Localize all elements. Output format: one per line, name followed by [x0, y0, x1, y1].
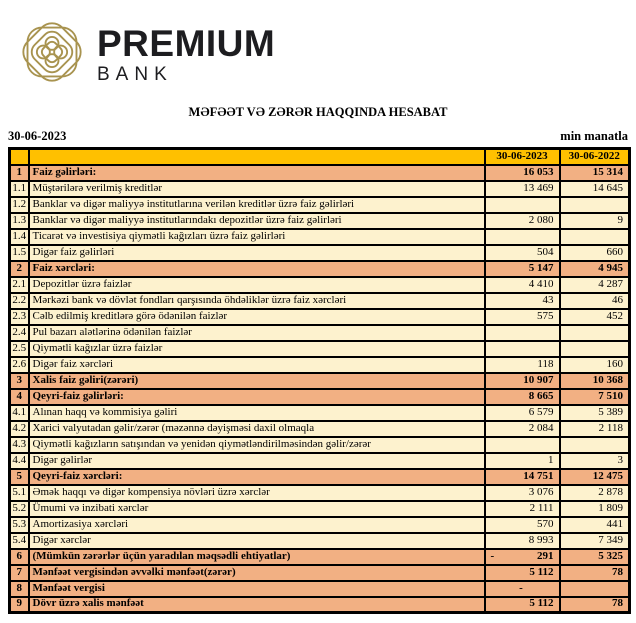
value-2023: 16 053: [485, 165, 560, 181]
value-2022: 2 118: [560, 421, 630, 437]
row-number: 4.3: [10, 437, 29, 453]
row-label: Pul bazarı alətlərinə ödənilən faizlər: [29, 325, 485, 341]
row-number: 5.1: [10, 485, 29, 501]
value-2023: 5 147: [485, 261, 560, 277]
ornamental-knot-icon: [16, 16, 88, 93]
value-2022: [560, 197, 630, 213]
row-number: 2.4: [10, 325, 29, 341]
value-2022: 7 510: [560, 389, 630, 405]
row-number: 4.2: [10, 421, 29, 437]
row-number: 1.4: [10, 229, 29, 245]
row-number: 6: [10, 549, 29, 565]
row-label: Qiymətli kağızlar üzrə faizlər: [29, 341, 485, 357]
value-2022: [560, 341, 630, 357]
value-2022: [560, 325, 630, 341]
value-2023: 118: [485, 357, 560, 373]
table-row: [10, 581, 630, 597]
table-row: [10, 325, 630, 341]
value-2023: 2 080: [485, 213, 560, 229]
value-2022: 10 368: [560, 373, 630, 389]
value-2022: 7 349: [560, 533, 630, 549]
row-label: Digər gəlirlər: [29, 453, 485, 469]
table-row: [10, 213, 630, 229]
value-2023: 8 993: [485, 533, 560, 549]
bank-logo: [16, 16, 275, 93]
header-col-2022: 30-06-2022: [560, 149, 630, 165]
row-label: Müştərilərə verilmiş kreditlər: [29, 181, 485, 197]
table-row: [10, 565, 630, 581]
row-label: Amortizasiya xərcləri: [29, 517, 485, 533]
row-label: Qiymətli kağızların satışından və yenidən qiymətləndirilməsindən gəlir/zərər: [29, 437, 485, 453]
row-number: 1: [10, 165, 29, 181]
value-2023: 2 111: [485, 501, 560, 517]
row-label: Əmək haqqı və digər kompensiya növləri üzrə xərclər: [29, 485, 485, 501]
value-2022: 2 878: [560, 485, 630, 501]
row-number: 2.5: [10, 341, 29, 357]
row-number: 9: [10, 597, 29, 613]
row-number: 8: [10, 581, 29, 597]
value-2023: 10 907: [485, 373, 560, 389]
table-row: [10, 405, 630, 421]
row-label: Depozitlər üzrə faizlər: [29, 277, 485, 293]
row-number: 5.4: [10, 533, 29, 549]
row-number: 5.3: [10, 517, 29, 533]
page-title: MƏFƏƏT VƏ ZƏRƏR HAQQINDA HESABAT: [188, 105, 448, 119]
row-label: Qeyri-faiz xərcləri:: [29, 469, 485, 485]
value-2023: [485, 197, 560, 213]
row-label: Faiz xərcləri:: [29, 261, 485, 277]
table-row: [10, 373, 630, 389]
row-number: 2.2: [10, 293, 29, 309]
table-row: [10, 421, 630, 437]
table-row: [10, 245, 630, 261]
value-2022: 78: [560, 565, 630, 581]
table-row: [10, 533, 630, 549]
value-2022: 12 475: [560, 469, 630, 485]
header-empty-label: [29, 149, 485, 165]
table-row: [10, 165, 630, 181]
unit-label: min manatla: [560, 129, 628, 143]
value-2023: [485, 325, 560, 341]
table-row: [10, 437, 630, 453]
row-number: 1.5: [10, 245, 29, 261]
header-col-2023: 30-06-2023: [485, 149, 560, 165]
table-row: [10, 229, 630, 245]
value-2023: 3 076: [485, 485, 560, 501]
table-row: [10, 341, 630, 357]
row-label: Banklar və digər maliyyə institutlarındakı depozitlər üzrə faiz gəlirləri: [29, 213, 485, 229]
value-2022: 46: [560, 293, 630, 309]
row-label: Xalis faiz gəliri(zərəri): [29, 373, 485, 389]
row-number: 3: [10, 373, 29, 389]
row-number: 4.1: [10, 405, 29, 421]
value-2022: 1 809: [560, 501, 630, 517]
value-2022: 160: [560, 357, 630, 373]
logo-sub-text: BANK: [97, 64, 173, 85]
row-label: Mənfəət vergisindən əvvəlki mənfəət(zərər): [29, 565, 485, 581]
value-2022: 660: [560, 245, 630, 261]
row-number: 5: [10, 469, 29, 485]
value-2022: 15 314: [560, 165, 630, 181]
value-2022: 452: [560, 309, 630, 325]
row-number: 2.3: [10, 309, 29, 325]
header-empty-no: [10, 149, 29, 165]
row-number: 2.1: [10, 277, 29, 293]
row-label: Alınan haqq və kommisiya gəliri: [29, 405, 485, 421]
value-2023: 5 112: [485, 597, 560, 613]
value-2022: 9: [560, 213, 630, 229]
row-number: 1.1: [10, 181, 29, 197]
table-row: [10, 277, 630, 293]
value-2023: [485, 437, 560, 453]
value-2022: 78: [560, 597, 630, 613]
profit-loss-table: [8, 147, 631, 614]
value-2023: 6 579: [485, 405, 560, 421]
table-row: [10, 517, 630, 533]
value-2022: 5 389: [560, 405, 630, 421]
value-2022: [560, 581, 630, 597]
value-2023: -: [485, 581, 560, 597]
table-row: [10, 453, 630, 469]
value-2023: 43: [485, 293, 560, 309]
value-2023: 5 112: [485, 565, 560, 581]
row-label: Ümumi və inzibati xərclər: [29, 501, 485, 517]
row-label: Mərkəzi bank və dövlət fondları qarşısında öhdəliklər üzrə faiz xərcləri: [29, 293, 485, 309]
row-number: 5.2: [10, 501, 29, 517]
row-label: Qeyri-faiz gəlirləri:: [29, 389, 485, 405]
row-label: (Mümkün zərərlər üçün yaradılan məqsədli ehtiyatlar): [29, 549, 485, 565]
row-number: 2: [10, 261, 29, 277]
value-2022: [560, 437, 630, 453]
row-number: 4.4: [10, 453, 29, 469]
table-row: [10, 485, 630, 501]
row-label: Digər faiz gəlirləri: [29, 245, 485, 261]
value-2023: 2 084: [485, 421, 560, 437]
table-row: [10, 197, 630, 213]
value-2023: 4 410: [485, 277, 560, 293]
table-row: [10, 389, 630, 405]
row-label: Xarici valyutadan gəlir/zərər (məzənnə dəyişməsi daxil olmaqla: [29, 421, 485, 437]
row-label: Dövr üzrə xalis mənfəət: [29, 597, 485, 613]
value-2022: [560, 229, 630, 245]
row-label: Faiz gəlirləri:: [29, 165, 485, 181]
row-number: 7: [10, 565, 29, 581]
value-2022: 5 325: [560, 549, 630, 565]
value-2023: 504: [485, 245, 560, 261]
value-2023: - 291: [485, 549, 560, 565]
row-number: 4: [10, 389, 29, 405]
table-row: [10, 357, 630, 373]
report-date: 30-06-2023: [8, 129, 67, 143]
table-row: [10, 261, 630, 277]
table-row: [10, 597, 630, 613]
value-2022: 4 287: [560, 277, 630, 293]
value-2022: 3: [560, 453, 630, 469]
column-header-row: [10, 149, 630, 165]
value-2023: 13 469: [485, 181, 560, 197]
value-2023: 14 751: [485, 469, 560, 485]
value-2023: 1: [485, 453, 560, 469]
row-label: Mənfəət vergisi: [29, 581, 485, 597]
table-row: [10, 469, 630, 485]
value-2023: 570: [485, 517, 560, 533]
meta-row: [8, 129, 628, 144]
row-number: 1.2: [10, 197, 29, 213]
row-label: Banklar və digər maliyyə institutlarına verilən kreditlər üzrə faiz gəlirləri: [29, 197, 485, 213]
table-row: [10, 501, 630, 517]
value-2022: 441: [560, 517, 630, 533]
value-2023: 8 665: [485, 389, 560, 405]
row-number: 1.3: [10, 213, 29, 229]
table-row: [10, 181, 630, 197]
table-row: [10, 309, 630, 325]
row-number: 2.6: [10, 357, 29, 373]
row-label: Ticarət və investisiya qiymətli kağızları üzrə faiz gəlirləri: [29, 229, 485, 245]
value-2023: 575: [485, 309, 560, 325]
row-label: Digər xərclər: [29, 533, 485, 549]
value-2022: 4 945: [560, 261, 630, 277]
row-label: Cəlb edilmiş kreditlərə görə ödənilən faizlər: [29, 309, 485, 325]
value-2023: [485, 341, 560, 357]
value-2022: 14 645: [560, 181, 630, 197]
table-row: [10, 549, 630, 565]
table-row: [10, 293, 630, 309]
logo-brand-text: PREMIUM: [97, 23, 276, 64]
value-2023: [485, 229, 560, 245]
row-label: Digər faiz xərcləri: [29, 357, 485, 373]
